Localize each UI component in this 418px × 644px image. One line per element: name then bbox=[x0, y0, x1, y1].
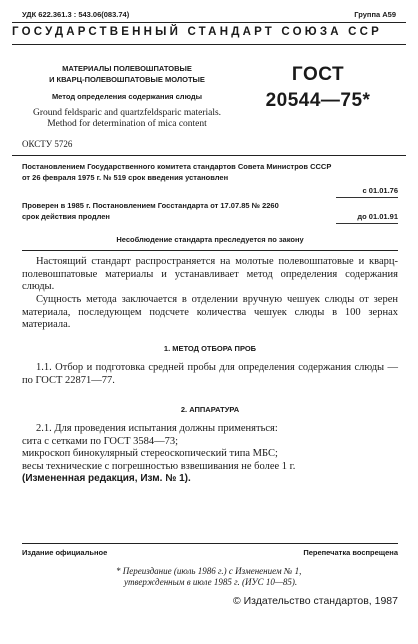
validity-date: до 01.01.91 bbox=[357, 212, 398, 221]
apparatus-item-scales: весы технические с погрешностью взвешивания не более 1 г. bbox=[22, 460, 296, 472]
legal-notice: Несоблюдение стандарта преследуется по закону bbox=[116, 235, 304, 244]
title-ru-line1: МАТЕРИАЛЫ ПОЛЕВОШПАТОВЫЕ bbox=[62, 64, 192, 73]
amendment-note: (Измененная редакция, Изм. № 1). bbox=[22, 473, 191, 485]
footer-rule bbox=[22, 543, 398, 544]
apparatus-intro: 2.1. Для проведения испытания должны применяться: bbox=[36, 423, 278, 434]
title-en-line1: Ground feldsparic and quartzfeldsparic materials. bbox=[32, 108, 222, 118]
gost-label: ГОСТ bbox=[291, 64, 345, 85]
effective-date-underline bbox=[336, 197, 398, 198]
group-label: Группа А59 bbox=[354, 10, 396, 19]
decree-rule bbox=[12, 155, 406, 156]
official-edition-label: Издание официальное bbox=[22, 548, 108, 557]
title-ru-line2: И КВАРЦ-ПОЛЕВОШПАТОВЫЕ МОЛОТЫЕ bbox=[49, 74, 205, 84]
intro-paragraph: Настоящий стандарт распространяется на молотые полевошпатовые и кварц-полевошпатовые материалы и устанавливает метод определения содержания слюды. bbox=[22, 256, 398, 293]
gost-number: 20544—75* bbox=[265, 90, 371, 111]
effective-date: с 01.01.76 bbox=[362, 186, 398, 195]
no-reprint-label: Перепечатка воспрещена bbox=[303, 548, 398, 557]
document-title-en bbox=[22, 108, 232, 130]
top-rule bbox=[12, 22, 406, 23]
okstu-code: ОКСТУ 5726 bbox=[22, 139, 73, 149]
gost-designation bbox=[238, 62, 398, 114]
validity-date-underline bbox=[336, 223, 398, 224]
apparatus-list bbox=[22, 423, 398, 486]
reprint-line2: утвержденным в июле 1985 г. (ИУС 10—85). bbox=[124, 577, 298, 587]
notice-rule bbox=[22, 250, 398, 251]
reprint-note bbox=[116, 566, 398, 588]
copyright: © Издательство стандартов, 1987 bbox=[232, 595, 398, 607]
standard-line: ГОСУДАРСТВЕННЫЙ СТАНДАРТ СОЮЗА ССР bbox=[12, 26, 383, 38]
decree-line2: от 26 февраля 1975 г. № 519 срок введения установлен bbox=[22, 172, 229, 182]
udk-code: УДК 622.361.3 : 543.06(083.74) bbox=[22, 10, 130, 19]
revision-line2: срок действия продлен bbox=[22, 211, 110, 221]
method-essence-paragraph: Сущность метода заключается в отделении вручную чешуек слюды от зерен материала, последующем подсчете количества чешуек слюды в 100 зернах материала. bbox=[22, 294, 398, 331]
revision-block bbox=[22, 201, 398, 222]
reprint-line1: * Переиздание (июль 1986 г.) с Изменением № 1, bbox=[116, 566, 302, 576]
document-subtitle-ru: Метод определения содержания слюды bbox=[51, 92, 203, 101]
revision-line1: Проверен в 1985 г. Постановлением Госстандарта от 17.07.85 № 2260 bbox=[22, 201, 279, 210]
document-title-ru bbox=[22, 64, 232, 85]
section-1-paragraph: 1.1. Отбор и подготовка средней пробы для определения содержания слюды — по ГОСТ 22871—77. bbox=[22, 362, 398, 386]
title-en-line2: Method for determination of mica content bbox=[47, 119, 207, 129]
apparatus-item-microscope: микроскоп бинокулярный стереоскопический типа МБС; bbox=[22, 448, 278, 460]
section-2-heading: 2. АППАРАТУРА bbox=[180, 405, 240, 414]
apparatus-item-sieves: сита с сетками по ГОСТ 3584—73; bbox=[22, 435, 179, 447]
section-1-heading: 1. МЕТОД ОТБОРА ПРОБ bbox=[163, 344, 257, 353]
decree-line1: Постановлением Государственного комитета стандартов Совета Министров СССР bbox=[22, 162, 332, 171]
decree-block bbox=[22, 162, 398, 183]
header-rule bbox=[12, 44, 406, 45]
